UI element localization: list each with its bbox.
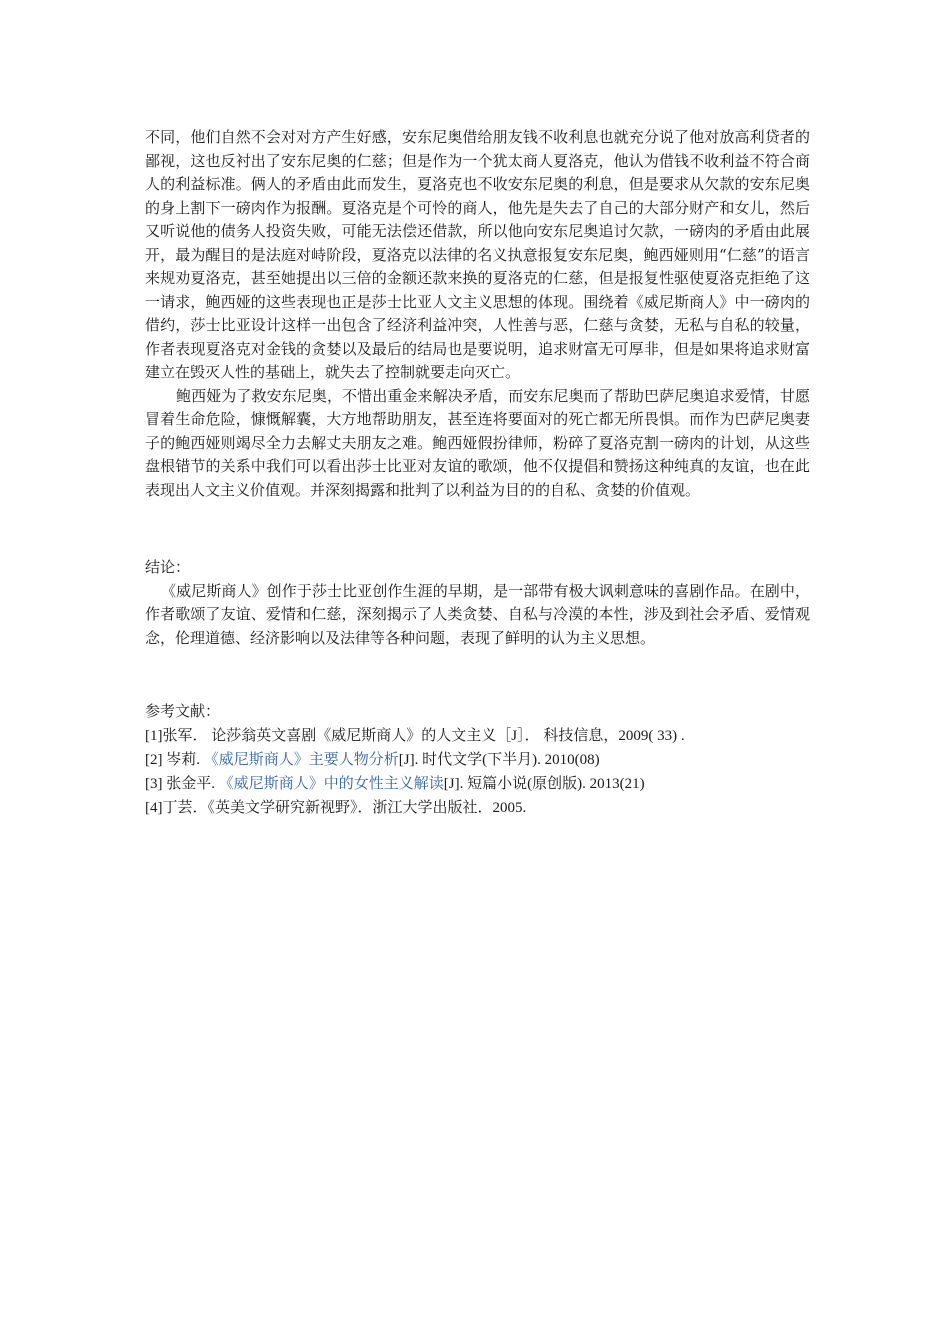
document-page xyxy=(145,126,810,820)
conclusion-heading: 结论： xyxy=(145,558,191,576)
reference-title-link[interactable]: 《威尼斯商人》中的女性主义解读 xyxy=(218,775,444,792)
reference-item-3 xyxy=(145,772,810,796)
reference-item-4 xyxy=(145,796,810,820)
references-heading: 参考文献： xyxy=(145,702,221,720)
section-spacer xyxy=(145,650,810,700)
reference-item-2 xyxy=(145,748,810,772)
reference-source: [J]. 时代文学(下半月). 2010(08) xyxy=(398,751,600,768)
reference-author: [3] 张金平. xyxy=(145,775,219,792)
conclusion-text: 《威尼斯商人》创作于莎士比亚创作生涯的早期，是一部带有极大讽刺意味的喜剧作品。在剧中，作者歌颂了友谊、爱情和仁慈，深刻揭示了人类贪婪、自私与冷漠的本性，涉及到社会矛盾、爱情观念，伦理道德、经济影响以及法律等各种问题，表现了鲜明的认为主义思想。 xyxy=(145,581,810,647)
section-spacer xyxy=(145,502,810,556)
reference-text: [1]张军． 论莎翁英文喜剧《威尼斯商人》的人文主义［J］． 科技信息，2009( 33) . xyxy=(145,727,685,744)
reference-title-link[interactable]: 《威尼斯商人》主要人物分析 xyxy=(203,751,399,768)
reference-item-1 xyxy=(145,724,810,748)
reference-author: [2] 岑莉. xyxy=(145,751,204,768)
reference-source: [J]. 短篇小说(原创版). 2013(21) xyxy=(443,775,645,792)
body-paragraph-2: 鲍西娅为了救安东尼奥，不惜出重金来解决矛盾，而安东尼奥而了帮助巴萨尼奥追求爱情，甘愿冒着生命危险，慷慨解囊，大方地帮助朋友，甚至连将要面对的死亡都无所畏惧。而作为巴萨尼奥妻子的鲍西娅则竭尽全力去解丈夫朋友之难。鲍西娅假扮律师，粉碎了夏洛克割一磅肉的计划，从这些盘根错节的关系中我们可以看出莎士比亚对友谊的歌颂，他不仅提倡和赞扬这种纯真的友谊，也在此表现出人文主义价值观。并深刻揭露和批判了以利益为目的的自私、贪婪的价值观。 xyxy=(145,386,810,499)
body-paragraph-1: 不同，他们自然不会对对方产生好感，安东尼奥借给朋友钱不收利息也就充分说了他对放高利贷者的鄙视，这也反衬出了安东尼奥的仁慈；但是作为一个犹太商人夏洛克，他认为借钱不收利益不符合商人的利益标准。俩人的矛盾由此而发生，夏洛克也不收安东尼奥的利息，但是要求从欠款的安东尼奥的身上割下一磅肉作为报酬。夏洛克是个可怜的商人，他先是失去了自己的大部分财产和女儿，然后又听说他的债务人投资失败，可能无法偿还借款，所以他向安东尼奥追讨欠款，一磅肉的矛盾由此展开，最为醒目的是法庭对峙阶段，夏洛克以法律的名义执意报复安东尼奥，鲍西娅则用“仁慈”的语言来规劝夏洛克，甚至她提出以三倍的金额还款来换的夏洛克的仁慈，但是报复性驱使夏洛克拒绝了这一请求，鲍西娅的这些表现也正是莎士比亚人文主义思想的体现。围绕着《威尼斯商人》中一磅肉的借约，莎士比亚设计这样一出包含了经济利益冲突，人性善与恶，仁慈与贪婪，无私与自私的较量，作者表现夏洛克对金钱的贪婪以及最后的结局也是要说明，追求财富无可厚非，但是如果将追求财富建立在毁灭人性的基础上，就失去了控制就要走向灭亡。 xyxy=(145,128,810,381)
references-list xyxy=(145,724,810,820)
reference-text: [4]丁芸．《英美文学研究新视野》．浙江大学出版社．2005. xyxy=(145,799,527,816)
